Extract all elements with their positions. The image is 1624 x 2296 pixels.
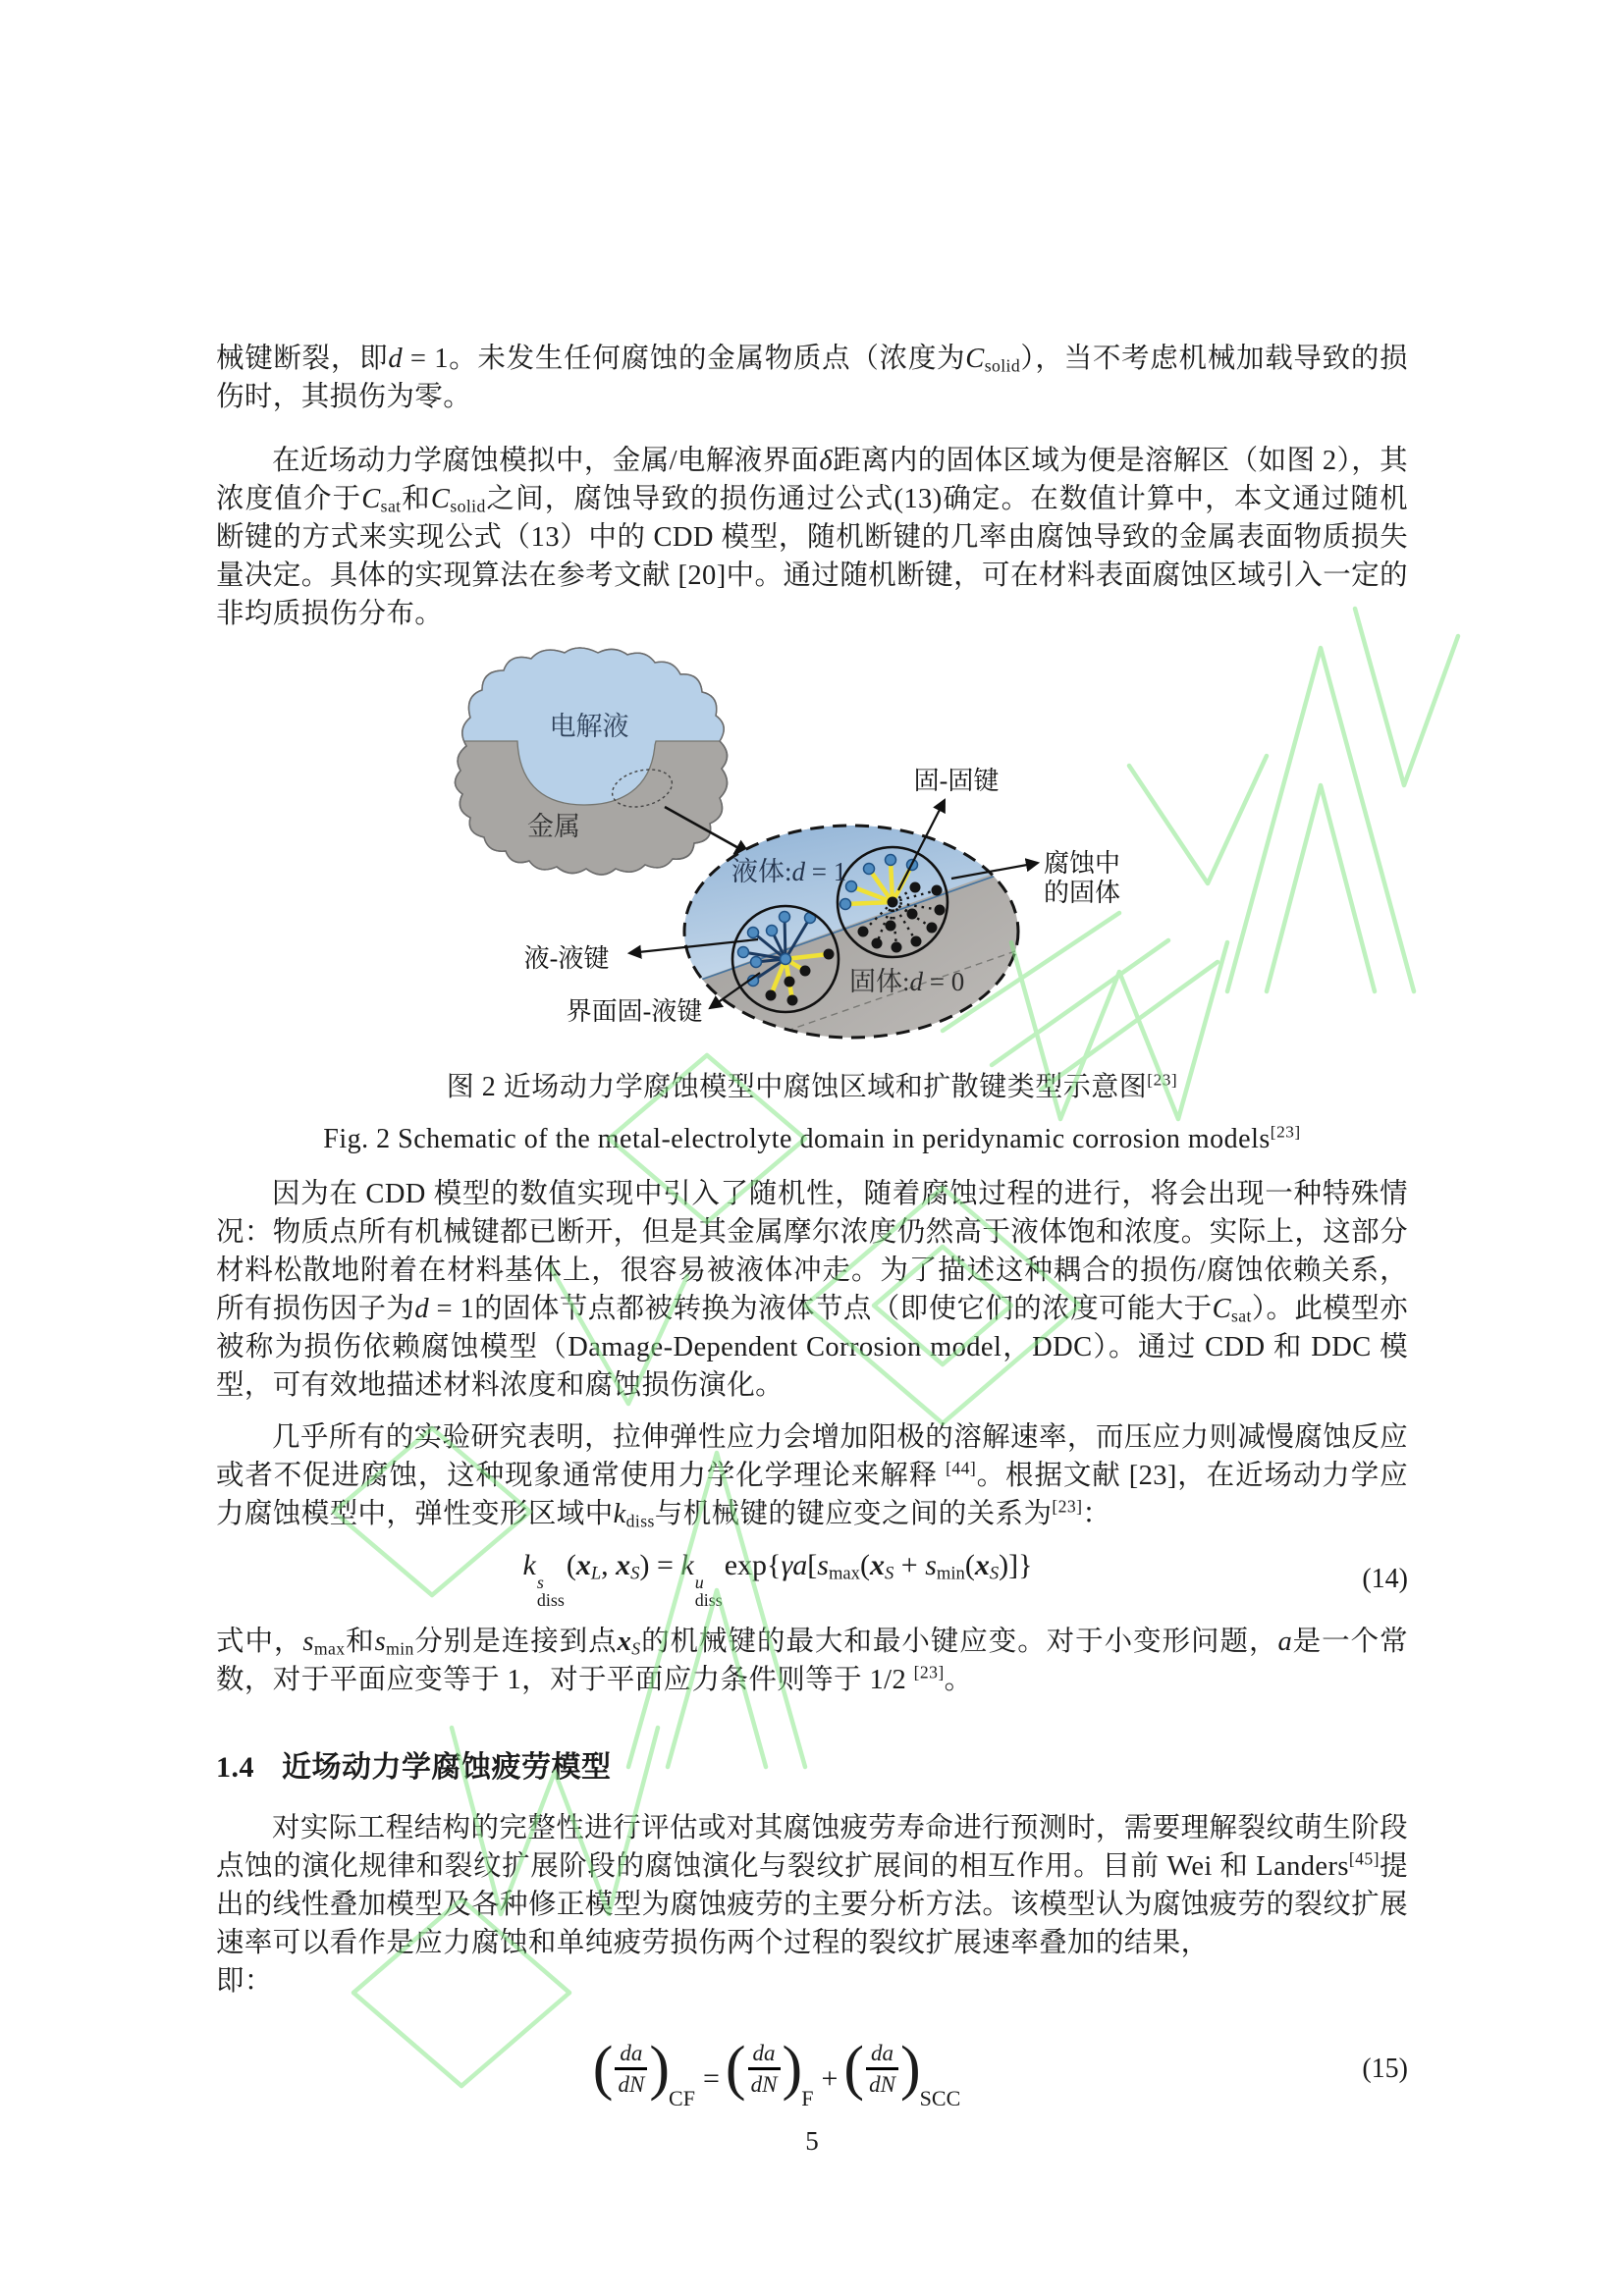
- interface-bond-label: 界面固-液键: [566, 997, 703, 1026]
- figure-2: [409, 645, 1215, 1057]
- page-content: [216, 340, 1408, 2120]
- paragraph-stress-corrosion: 几乎所有的实验研究表明，拉伸弹性应力会增加阳极的溶解速率，而压应力则减慢腐蚀反应或者不促进腐蚀，这种现象通常使用力学化学理论来解释 [44]。根据文献 [23]，在近场动力学应力腐蚀模型中，弹性变形区域中$k_{diss}$与机械键的键应变之间的关系为[23]：: [216, 1422, 1408, 1531]
- liquid-d-label: 液体:d = 1: [731, 857, 847, 886]
- section-number: 1.4: [216, 1751, 254, 1785]
- equation-15: [216, 2018, 1408, 2120]
- figure-caption-en: Fig. 2 Schematic of the metal-electrolyte domain in peridynamic corrosion models[23]: [323, 1122, 1301, 1154]
- equation-14-body: k s diss ($x_L$, $x_S) = k$ u diss $\exp\{\gamma a[s_{max}(x_S + s_{min}(x_S)]\}$: [522, 1549, 1033, 1610]
- paragraph-eq14-notes: 式中，$s_{max}$和$s_{min}$分别是连接到点$x_S$的机械键的最大和最小键应变。对于小变形问题，a是一个常数，对于平面应变等于 1，对于平面应力条件则等于 1/2 [23]。: [216, 1627, 1408, 1696]
- paragraph-cdd-ddc: 因为在 CDD 模型的数值实现中引入了随机性，随着腐蚀过程的进行，将会出现一种特殊情况：物质点所有机械键都已断开，但是其金属摩尔浓度仍然高于液体饱和浓度。实际上，这部分材料松散地附着在材料基体上，很容易被液体冲走。为了描述这种耦合的损伤/腐蚀依赖关系，所有损伤因子为d = 1的固体节点都被转换为液体节点（即使它们的浓度可能大于$C_{sat}$）。此模型亦被称为损伤依赖腐蚀模型（Damage-Dependent Corrosion model，DDC）。通过 CDD 和 DDC 模型，可有效地描述材料浓度和腐蚀损伤演化。: [216, 1179, 1408, 1401]
- equation-15-body: ( $\frac{da}{dN}$ ) $_{CF}$ = ( $\frac{da}{dN}$ ) $_F$ + ( $\frac{da}{dN}$ ) $_{SCC}$: [592, 2035, 961, 2111]
- corroding-solid-label-1: 腐蚀中: [1044, 849, 1121, 878]
- figure-caption-zh: 图 2 近场动力学腐蚀模型中腐蚀区域和扩散键类型示意图[23]: [446, 1070, 1178, 1102]
- page-number: 5: [805, 2126, 819, 2156]
- paragraph-continuation: 械键断裂，即d = 1。未发生任何腐蚀的金属物质点（浓度为$C_{solid}$），当不考虑机械加载导致的损伤时，其损伤为零。: [216, 344, 1409, 412]
- paragraph-corrosion-fatigue: 对实际工程结构的完整性进行评估或对其腐蚀疲劳寿命进行预测时，需要理解裂纹萌生阶段点蚀的演化规律和裂纹扩展阶段的腐蚀演化与裂纹扩展间的相互作用。目前 Wei 和 Landers[45]提出的线性叠加模型及各种修正模型为腐蚀疲劳的主要分析方法。该模型认为腐蚀疲劳的裂纹扩展速率可以看作是应力腐蚀和单纯疲劳损伤两个过程的裂纹扩展速率叠加的结果，: [216, 1813, 1408, 1959]
- solid-solid-bond-label: 固-固键: [913, 767, 1000, 795]
- section-heading-1-4: [216, 1742, 1408, 1786]
- equation-14-number: (14): [1362, 1563, 1408, 1594]
- liquid-liquid-bond-label: 液-液键: [523, 944, 610, 973]
- electrolyte-label: 电解液: [549, 712, 629, 741]
- equation-15-number: (15): [1362, 2054, 1408, 2085]
- equation-14: [216, 1549, 1408, 1609]
- paragraph-namely: 即：: [216, 1966, 273, 1998]
- paragraph-corrosion-simulation: 在近场动力学腐蚀模拟中，金属/电解液界面δ距离内的固体区域为便是溶解区（如图 2），其浓度值介于$C_{sat}$和$C_{solid}$之间，腐蚀导致的损伤通过公式(13)确定。在数值计算中，本文通过随机断键的方式来实现公式（13）中的 CDD 模型，随机断键的几率由腐蚀导致的金属表面物质损失量决定。具体的实现算法在参考文献 [20]中。通过随机断键，可在材料表面腐蚀区域引入一定的非均质损伤分布。: [216, 446, 1409, 629]
- corroding-solid-label-2: 的固体: [1044, 879, 1121, 907]
- metal-electrolyte-blob: [439, 645, 749, 875]
- section-title: 近场动力学腐蚀疲劳模型: [282, 1751, 612, 1785]
- figure-2-canvas: [409, 645, 1215, 1052]
- solid-d-label: 固体:d = 0: [849, 967, 965, 996]
- metal-label: 金属: [527, 812, 580, 841]
